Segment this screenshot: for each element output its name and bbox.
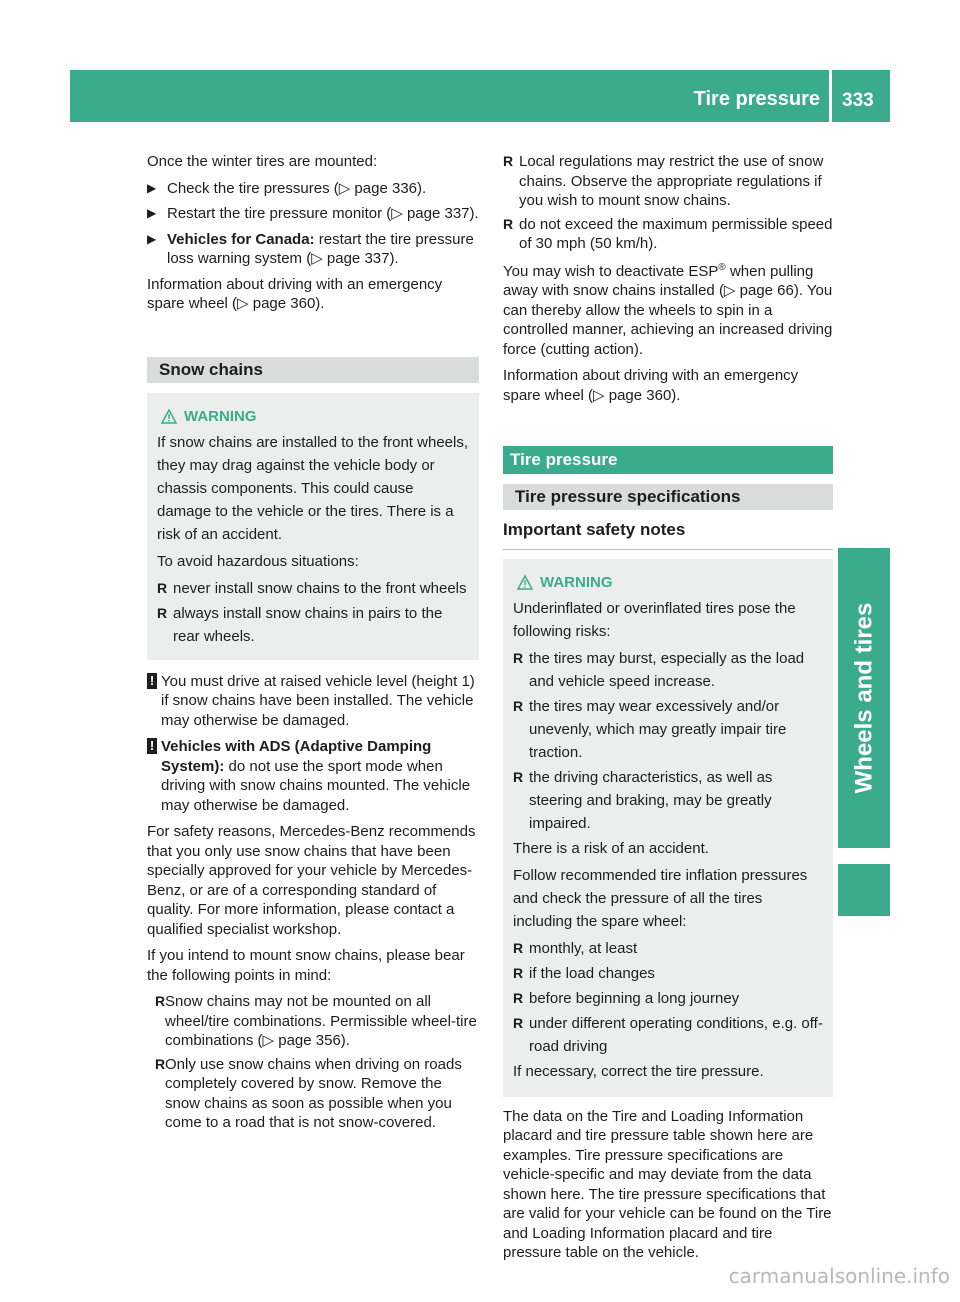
section-heading-tire-pressure: Tire pressure <box>503 446 833 474</box>
warning-title-text: WARNING <box>540 573 613 591</box>
bullet-icon: R <box>513 649 524 666</box>
chapter-side-tab[interactable] <box>838 548 890 848</box>
registered-mark: ® <box>718 261 726 273</box>
warning-text: Follow recommended tire inflation pressures and check the pressure of all the tires including the spare wheel: <box>513 866 808 930</box>
warning-triangle-icon <box>517 575 533 590</box>
list-item <box>147 1055 479 1133</box>
list-item-text: Only use snow chains when driving on roads completely covered by snow. Remove the snow chains as soon as possible when you come to a road that is not snow-covered. <box>165 1055 462 1131</box>
list-item-text: always install snow chains in pairs to the rear wheels. <box>173 604 443 645</box>
list-item-text: never install snow chains to the front wheels <box>173 579 467 597</box>
bullet-icon: R <box>513 989 524 1006</box>
warning-box <box>503 559 833 1097</box>
list-item <box>157 577 469 600</box>
esp-text-end: when pulling away with snow chains installed (▷ page 66). You can thereby allow the wheels to spin in a controlled manner, achieving an increased driving force (cutting action). <box>503 262 833 358</box>
esp-text-start: You may wish to deactivate ESP <box>503 262 719 280</box>
warning-title <box>513 571 823 594</box>
step-text: Check the tire pressures (▷ page 336). <box>167 179 427 197</box>
header-divider <box>829 70 832 122</box>
step-item <box>147 230 479 269</box>
list-item <box>513 647 823 693</box>
bullet-icon: R <box>513 768 524 785</box>
list-item-text: the tires may wear excessively and/or unevenly, which may greatly impair tire traction. <box>529 697 787 761</box>
info-text: Information about driving with an emergency spare wheel (▷ page 360). <box>503 367 799 404</box>
watermark: carmanualsonline.info <box>728 1264 950 1288</box>
list-item-text: the tires may burst, especially as the load and vehicle speed increase. <box>529 649 805 690</box>
notice-text: do not use the sport mode when driving with snow chains mounted. The vehicle may otherwise be damaged. <box>161 757 471 814</box>
bullet-icon: R <box>155 993 166 1009</box>
chapter-marker <box>838 864 890 916</box>
step-bold-label: Vehicles for Canada: <box>167 230 315 248</box>
intro-text: Once the winter tires are mounted: <box>147 153 378 170</box>
notice-item <box>147 672 479 731</box>
right-column <box>503 152 833 1270</box>
notice-text: You must drive at raised vehicle level (height 1) if snow chains have been installed. The vehicle may otherwise be damaged. <box>161 672 475 729</box>
step-arrow-icon: ▶ <box>147 231 157 246</box>
mount-intro-text: If you intend to mount snow chains, please bear the following points in mind: <box>147 947 465 984</box>
list-item <box>513 937 823 960</box>
section-heading-specifications: Tire pressure specifications <box>503 484 833 510</box>
list-item <box>513 987 823 1010</box>
warning-box <box>147 393 479 660</box>
step-item <box>147 179 479 199</box>
bullet-icon: R <box>503 153 514 169</box>
esp-text <box>503 258 833 360</box>
bullet-icon: R <box>513 964 524 981</box>
warning-text: There is a risk of an accident. <box>513 839 709 857</box>
bullet-icon: R <box>513 939 524 956</box>
step-text: restart the tire pressure loss warning system (▷ page 337). <box>167 230 474 267</box>
list-item <box>513 766 823 835</box>
list-item-text: under different operating conditions, e.g. off-road driving <box>529 1014 823 1055</box>
list-item-text: Local regulations may restrict the use of snow chains. Observe the appropriate regulations if you wish to mount snow chains. <box>519 153 824 209</box>
list-item <box>503 215 833 254</box>
list-item <box>157 602 469 648</box>
safety-text: For safety reasons, Mercedes-Benz recommends that you only use snow chains that have been specially approved for your vehicle by Mercedes-Benz, or are of a corresponding standard of quality. For more information, please contact a qualified specialist workshop. <box>147 823 476 938</box>
bullet-icon: R <box>513 697 524 714</box>
exclamation-icon: ! <box>147 673 157 689</box>
step-text: Restart the tire pressure monitor (▷ page 337). <box>167 205 479 222</box>
page-number: 333 <box>842 90 874 111</box>
page-title: Tire pressure <box>693 88 820 110</box>
warning-text: If necessary, correct the tire pressure. <box>513 1062 764 1080</box>
list-item-text: monthly, at least <box>529 939 638 957</box>
closing-text: The data on the Tire and Loading Information placard and tire pressure table shown here are examples. Tire pressure specifications are vehicle-specific and may deviate from the data shown here. The tire pressure specifications that are valid for your vehicle can be found on the Tire and Loading Information placard and tire pressure table on the vehicle. <box>503 1107 832 1261</box>
list-item-text: the driving characteristics, as well as steering and braking, may be greatly impaired. <box>529 768 773 832</box>
list-item <box>147 992 479 1051</box>
warning-text: If snow chains are installed to the front wheels, they may drag against the vehicle body or chassis components. This could cause damage to the vehicle or the tires. There is a risk of an accident. <box>157 433 469 543</box>
info-text: Information about driving with an emergency spare wheel (▷ page 360). <box>147 275 443 312</box>
list-item-text: before beginning a long journey <box>529 989 740 1007</box>
bullet-icon: R <box>155 1055 166 1072</box>
step-item <box>147 204 479 224</box>
bullet-icon: R <box>157 579 168 596</box>
warning-triangle-icon <box>161 409 177 424</box>
list-item <box>513 695 823 764</box>
chapter-side-tab-label: Wheels and tires <box>850 602 878 794</box>
list-item-text: if the load changes <box>529 964 655 982</box>
section-heading-snow-chains: Snow chains <box>147 357 479 383</box>
warning-text: Underinflated or overinflated tires pose the following risks: <box>513 599 796 640</box>
list-item-text: Snow chains may not be mounted on all wheel/tire combinations. Permissible wheel-tire combinations (▷ page 356). <box>165 993 477 1049</box>
notice-item <box>147 737 479 815</box>
list-item-text: do not exceed the maximum permissible speed of 30 mph (50 km/h). <box>519 215 833 252</box>
subsection-heading-safety-notes: Important safety notes <box>503 520 833 550</box>
step-arrow-icon: ▶ <box>147 206 157 220</box>
warning-title-text: WARNING <box>184 407 257 425</box>
notice-bold-label: Vehicles with ADS (Adaptive Damping System): <box>161 738 432 775</box>
bullet-icon: R <box>513 1014 524 1031</box>
list-item <box>503 152 833 211</box>
step-arrow-icon: ▶ <box>147 180 157 195</box>
exclamation-icon: ! <box>147 738 157 754</box>
left-column <box>147 152 479 1137</box>
bullet-icon: R <box>503 215 514 232</box>
warning-title <box>157 405 469 428</box>
bullet-icon: R <box>157 604 168 621</box>
list-item <box>513 1012 823 1058</box>
list-item <box>513 962 823 985</box>
warning-text: To avoid hazardous situations: <box>157 552 359 570</box>
